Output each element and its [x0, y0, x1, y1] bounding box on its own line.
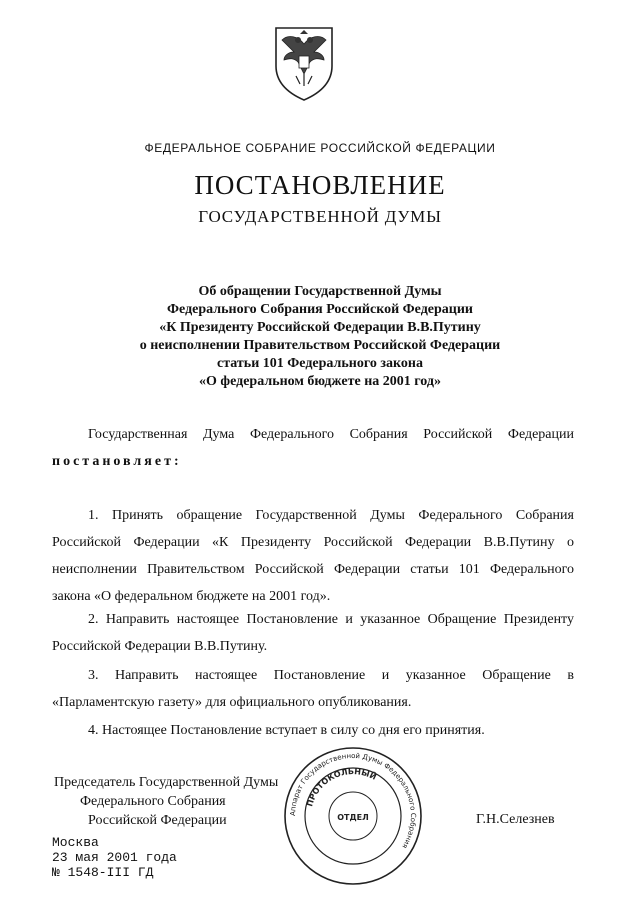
heading-line: «О федеральном бюджете на 2001 год» [199, 374, 441, 389]
item-4 [52, 717, 574, 744]
resolution-heading [40, 283, 600, 391]
document-number: № 1548-III ГД [52, 865, 154, 880]
signature-title-line: Российской Федерации [88, 813, 227, 828]
heading-line: «К Президенту Российской Федерации В.В.Путину [159, 320, 481, 335]
coat-of-arms-emblem [270, 22, 338, 102]
signature-title-line: Федерального Собрания [80, 794, 226, 809]
heading-line: Об обращении Государственной Думы [198, 284, 442, 299]
city: Москва [52, 835, 99, 850]
stamp-center-text: ОТДЕЛ [337, 813, 369, 822]
signature-title-line: Председатель Государственной Думы [54, 775, 279, 790]
document-subtitle: ГОСУДАРСТВЕННОЙ ДУМЫ [198, 207, 442, 226]
decree-word: постановляет: [52, 454, 182, 469]
item-text: 2. Направить настоящее Постановление и указанное Обращение Президенту Российской Федерации В.В.Путину. [52, 612, 574, 654]
signature-block [54, 773, 278, 830]
item-text: 4. Настоящее Постановление вступает в силу со дня его принятия. [88, 723, 485, 738]
intro-paragraph [52, 421, 574, 475]
place-date-number [52, 835, 177, 880]
item-text: 1. Принять обращение Государственной Думы Федерального Собрания Российской Федерации «К Президенту Российской Федерации В.В.Путину о неисполнении Правительством Российской Федерации статьи 101 Федерального закона «О федеральном бюджете на 2001 год». [52, 508, 574, 604]
stamp-inner-text: ПРОТОКОЛЬНЫЙ [305, 767, 378, 808]
item-3 [52, 662, 574, 716]
item-1 [52, 502, 574, 610]
item-text: 3. Направить настоящее Постановление и указанное Обращение в «Парламентскую газету» для официального опубликования. [52, 668, 574, 710]
signer-name: Г.Н.Селезнев [476, 812, 555, 827]
heading-line: статьи 101 Федерального закона [217, 356, 423, 371]
document-title: ПОСТАНОВЛЕНИЕ [194, 170, 446, 200]
official-stamp [282, 745, 424, 887]
stamp-outer-text: Аппарат Государственной Думы Федерального Собрания [288, 751, 418, 850]
intro-text: Государственная Дума Федерального Собрания Российской Федерации [88, 427, 574, 442]
heading-line: Федерального Собрания Российской Федерации [167, 302, 473, 317]
parliament-name: ФЕДЕРАЛЬНОЕ СОБРАНИЕ РОССИЙСКОЙ ФЕДЕРАЦИИ [144, 141, 496, 155]
item-2 [52, 606, 574, 660]
heading-line: о неисполнении Правительством Российской Федерации [139, 338, 501, 353]
date: 23 мая 2001 года [52, 850, 177, 865]
